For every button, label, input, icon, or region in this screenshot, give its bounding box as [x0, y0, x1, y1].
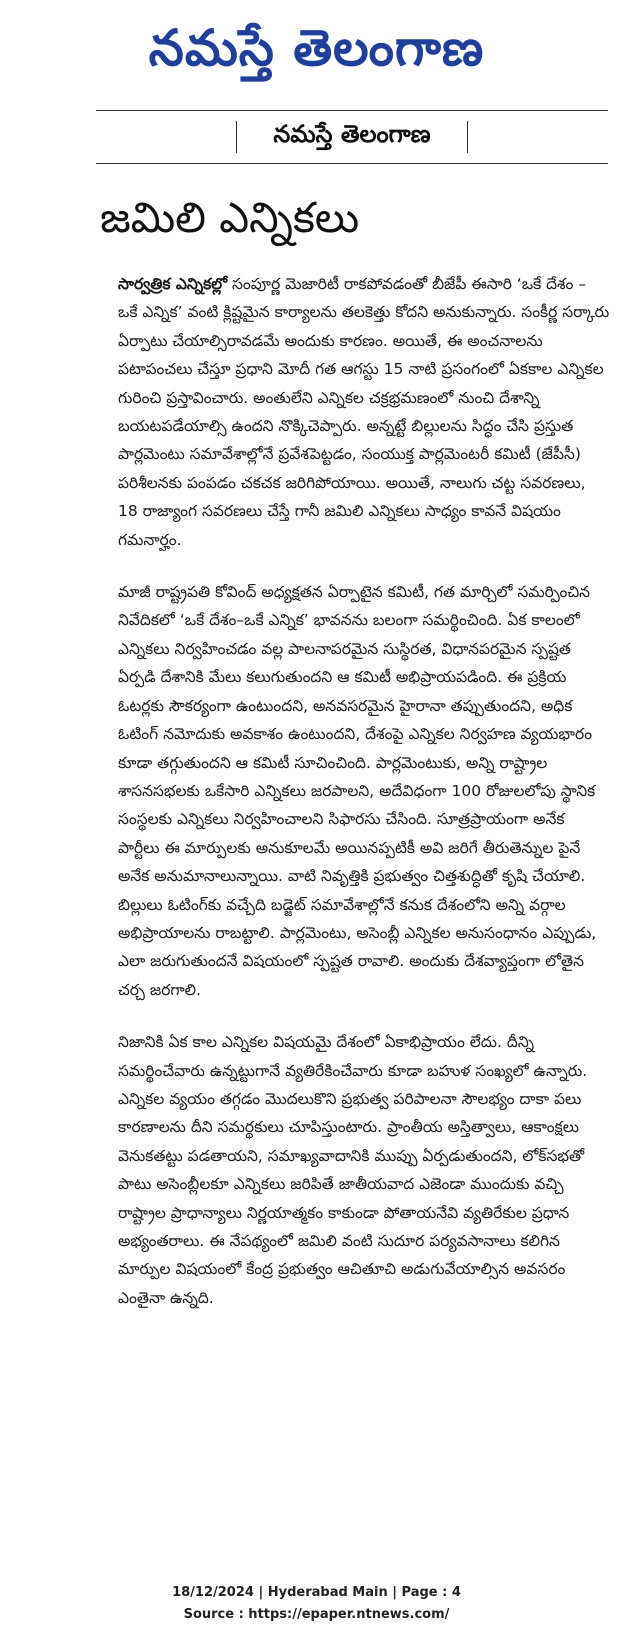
section-header	[96, 110, 608, 164]
page-footer	[0, 1582, 633, 1626]
paragraph-2: మాజీ రాష్ట్రపతి కోవింద్ అధ్యక్షతన ఏర్పాటైన కమిటీ, గత మార్చిలో సమర్పించిన నివేదికలో ‘ఒకే దేశం–ఒకే ఎన్నిక’ భావనను బలంగా సమర్థించింది. ఏక కాలంలో ఎన్నికలు నిర్వహించడం వల్ల పాలనాపరమైన సుస్థిరత, విధానపరమైన స్పష్టత ఏర్పడి దేశానికి మేలు కలుగుతుందని ఆ కమిటీ అభిప్రాయపడింది. ఈ ప్రక్రియ ఓటర్లకు సౌకర్యంగా ఉంటుందని, అనవసరమైన హైరానా తప్పుతుందని, అధిక ఓటింగ్ నమోదుకు అవకాశం ఉంటుందని, దేశంపై ఎన్నికల నిర్వహణ వ్యయభారం కూడా తగ్గుతుందని ఆ కమిటీ సూచించింది. పార్లమెంటుకు, అన్ని రాష్ట్రాల శాసనసభలకు ఒకేసారి ఎన్నికలు జరపాలని, అదేవిధంగా 100 రోజులలోపు స్థానిక సంస్థలకు ఎన్నికలు నిర్వహించాలని సిఫారసు చేసింది. సూత్రప్రాయంగా అనేక పార్టీలు ఈ మార్పులకు అనుకూలమే అయినప్పటికీ అవి జరిగే తీరుతెన్నుల పైనే అనేక అనుమానాలున్నాయి. వాటి నివృత్తికి ప్రభుత్వం చిత్తశుద్ధితో కృషి చేయాలి. బిల్లులు ఓటింగ్‌కు వచ్చేది బడ్జెట్ సమావేశాల్లోనే కనుక దేశంలోని అన్ని వర్గాల అభిప్రాయాలను రాబట్టాలి. పార్లమెంటు, అసెంబ్లీ ఎన్నికల అనుసంధానం ఎప్పుడు, ఎలా జరుగుతుందనే విషయంలో స్పష్టత రావాలి. అందుకు దేశవ్యాప్తంగా లోతైన చర్చ జరగాలి.	[118, 583, 597, 999]
lead-words: సార్వత్రిక ఎన్నికల్లో	[118, 275, 228, 293]
paragraph-1	[118, 270, 610, 554]
paragraph-3: నిజానికి ఏక కాల ఎన్నికల విషయమై దేశంలో ఏకాభిప్రాయం లేదు. దీన్ని సమర్థించేవారు ఉన్నట్టుగానే వ్యతిరేకించేవారు కూడా బహుళ సంఖ్యలో ఉన్నారు. ఎన్నికల వ్యయం తగ్గడం మొదలుకొని ప్రభుత్వ పరిపాలనా సౌలభ్యం దాకా పలు కారణాలను దీని సమర్థకులు చూపిస్తుంటారు. ప్రాంతీయ అస్తిత్వాలు, ఆకాంక్షలు వెనుకతట్టు పడతాయని, సమాఖ్యవాదానికి ముప్పు ఏర్పడుతుందని, లోక్‌సభతో పాటు అసెంబ్లీలకూ ఎన్నికలు జరిపితే జాతీయవాద ఎజెండా ముందుకు వచ్చి రాష్ట్రాల ప్రాధాన్యాలు నిర్ణయాత్మకం కాకుండా పోతాయనేవి వ్యతిరేకుల ప్రధాన అభ్యంతరాలు. ఈ నేపథ్యంలో జమిలి వంటి సుదూర పర్యవసానాలు కలిగిన మార్పుల విషయంలో కేంద్ర ప్రభుత్వం ఆచితూచి అడుగువేయాల్సిన అవసరం ఎంతైనా ఉన్నది.	[118, 1033, 588, 1307]
paragraph-1-text: సంపూర్ణ మెజారిటీ రాకపోవడంతో బీజేపీ ఈసారి ‘ఒకే దేశం – ఒకే ఎన్నిక’ వంటి క్లిష్టమైన కార్యాలను తలకెత్తు కోదని అనుకున్నారు. సంకీర్ణ సర్కారు ఏర్పాటు చేయాల్సిరావడమే అందుకు కారణం. అయితే, ఈ అంచనాలను పటాపంచలు చేస్తూ ప్రధాని మోదీ గత ఆగస్టు 15 నాటి ప్రసంగంలో ఏకకాల ఎన్నికల గురించి ప్రస్తావించారు. అంతులేని ఎన్నికల చక్రభ్రమణంలో నుంచి దేశాన్ని బయటపడేయాల్సి ఉందని నొక్కిచెప్పారు. అన్నట్టే బిల్లులను సిద్ధం చేసి ప్రస్తుత పార్లమెంటు సమావేశాల్లోనే ప్రవేశపెట్టడం, సంయుక్త పార్లమెంటరీ కమిటీ (జేపీసీ) పరిశీలనకు పంపడం చకచక జరిగిపోయాయి. అయితే, నాలుగు చట్ట సవరణలు, 18 రాజ్యాంగ సవరణలు చేస్తే గానీ జమిలి ఎన్నికలు సాధ్యం కావనే విషయం గమనార్హం.	[118, 275, 610, 549]
section-label: నమస్తే తెలంగాణ	[273, 120, 431, 148]
article-headline	[100, 180, 608, 255]
masthead-title: నమస్తే తెలంగాణ	[148, 18, 485, 77]
article-body	[118, 270, 610, 1336]
newspaper-masthead	[0, 0, 633, 95]
headline-text: జమిలి ఎన్నికలు	[100, 192, 360, 242]
source-line: Source : https://epaper.ntnews.com/	[183, 1607, 450, 1622]
edition-info: 18/12/2024 | Hyderabad Main | Page : 4	[172, 1585, 461, 1600]
